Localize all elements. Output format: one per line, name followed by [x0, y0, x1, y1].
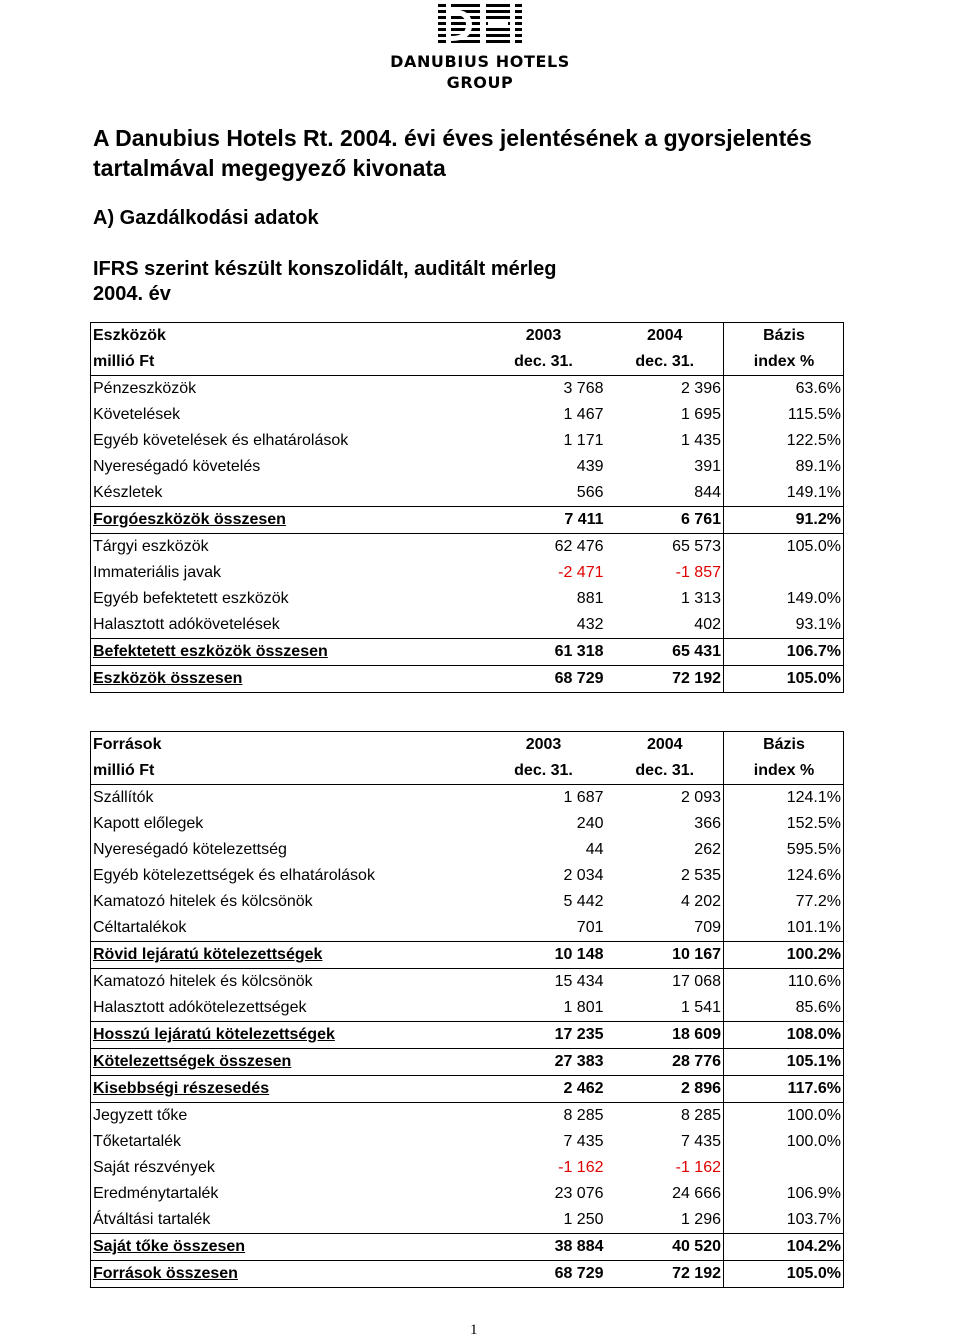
index-value: 89.1%: [724, 454, 844, 480]
index-value: 105.0%: [724, 534, 844, 561]
table-row: [91, 560, 844, 586]
report-subtitle-line2: 2004. év: [93, 283, 171, 305]
index-value: 124.1%: [724, 785, 844, 812]
index-value: 110.6%: [724, 969, 844, 996]
row-label: Nyereségadó követelés: [93, 458, 261, 475]
row-label: Kötelezettségek összesen: [91, 1049, 481, 1076]
value-2004: -1 162: [675, 1159, 721, 1176]
value-2003: 439: [576, 458, 604, 475]
liabilities-subheader-index: index %: [724, 758, 844, 785]
table-row: [91, 1022, 844, 1049]
value-2003: 7 411: [481, 507, 606, 534]
value-2003: 61 318: [481, 639, 606, 666]
value-2003: 566: [576, 484, 604, 501]
value-2004: 2 093: [606, 785, 724, 812]
value-2004: 40 520: [606, 1234, 724, 1261]
value-2004: -1 857: [675, 564, 721, 581]
index-value: 77.2%: [724, 889, 844, 915]
row-label: Kamatozó hitelek és kölcsönök: [93, 893, 313, 910]
index-value: [724, 1155, 844, 1181]
liabilities-header-index: Bázis: [724, 732, 844, 759]
row-label: Kamatozó hitelek és kölcsönök: [91, 969, 481, 996]
value-2004: 844: [694, 484, 721, 501]
table-row: [91, 995, 844, 1022]
index-value: 105.1%: [724, 1049, 844, 1076]
logo-text-line2: GROUP: [446, 73, 514, 92]
value-2004: 10 167: [606, 942, 724, 969]
index-value: 595.5%: [724, 837, 844, 863]
row-label: Egyéb befektetett eszközök: [93, 590, 289, 607]
value-2004: 402: [694, 616, 721, 633]
row-label: Tőketartalék: [93, 1133, 182, 1150]
index-value: 152.5%: [724, 811, 844, 837]
row-label: Szállítók: [91, 785, 481, 812]
table-row: [91, 915, 844, 942]
index-value: 100.0%: [724, 1103, 844, 1130]
value-2003: 240: [576, 815, 604, 832]
row-label: Saját részvények: [93, 1159, 215, 1176]
value-2003: 44: [585, 841, 604, 858]
assets-subheader-label: millió Ft: [93, 353, 155, 370]
table-row: [91, 1181, 844, 1207]
value-2004: 391: [694, 458, 721, 475]
row-label: Saját tőke összesen: [91, 1234, 481, 1261]
value-2003: 7 435: [563, 1133, 604, 1150]
value-2004: 4 202: [680, 893, 721, 910]
index-value: 115.5%: [724, 402, 844, 428]
table-row: [91, 1155, 844, 1181]
assets-subheader-index: index %: [724, 349, 844, 376]
row-label: Hosszú lejáratú kötelezettségek: [91, 1022, 481, 1049]
index-value: 108.0%: [724, 1022, 844, 1049]
table-row: [91, 811, 844, 837]
row-label: Nyereségadó kötelezettség: [93, 841, 287, 858]
index-value: 100.2%: [724, 942, 844, 969]
table-row: [91, 454, 844, 480]
value-2003: 23 076: [554, 1185, 604, 1202]
value-2003: 8 285: [481, 1103, 606, 1130]
assets-header-2004: 2004: [646, 327, 683, 344]
assets-header-label: Eszközök: [93, 327, 166, 344]
value-2004: 6 761: [606, 507, 724, 534]
table-row: [91, 480, 844, 507]
value-2004: 8 285: [606, 1103, 724, 1130]
company-logo: [358, 2, 602, 92]
index-value: 106.7%: [724, 639, 844, 666]
row-label: Rövid lejáratú kötelezettségek: [91, 942, 481, 969]
value-2004: 1 296: [680, 1211, 721, 1228]
index-value: 103.7%: [724, 1207, 844, 1234]
liabilities-subheader-row: [91, 758, 844, 785]
value-2003: 701: [576, 919, 604, 936]
value-2003: 1 171: [563, 432, 604, 449]
value-2004: 1 313: [680, 590, 721, 607]
liabilities-subheader-label: millió Ft: [93, 762, 155, 779]
row-label: Jegyzett tőke: [91, 1103, 481, 1130]
row-label: Halasztott adókövetelések: [93, 616, 280, 633]
assets-header-2003: 2003: [525, 327, 562, 344]
table-row: [91, 534, 844, 561]
row-label: Kapott előlegek: [93, 815, 204, 832]
table-row: [91, 1103, 844, 1130]
table-row: [91, 1261, 844, 1288]
table-row: [91, 863, 844, 889]
value-2004: 7 435: [680, 1133, 721, 1150]
value-2004: 72 192: [606, 1261, 724, 1288]
page-number: 1: [470, 1322, 478, 1338]
index-value: 101.1%: [724, 915, 844, 942]
liabilities-header-2004: 2004: [646, 736, 683, 753]
index-value: 124.6%: [724, 863, 844, 889]
value-2003: 1 250: [563, 1211, 604, 1228]
value-2003: 27 383: [481, 1049, 606, 1076]
value-2004: 17 068: [606, 969, 724, 996]
row-label: Tárgyi eszközök: [91, 534, 481, 561]
value-2003: -2 471: [558, 564, 604, 581]
value-2004: 1 695: [680, 406, 721, 423]
value-2004: 65 431: [606, 639, 724, 666]
index-value: 122.5%: [724, 428, 844, 454]
value-2004: 65 573: [606, 534, 724, 561]
section-heading: A) Gazdálkodási adatok: [93, 207, 319, 229]
value-2004: 366: [694, 815, 721, 832]
assets-subheader-2003: dec. 31.: [514, 353, 573, 370]
row-label: Forgóeszközök összesen: [91, 507, 481, 534]
value-2003: 38 884: [481, 1234, 606, 1261]
value-2003: 2 462: [481, 1076, 606, 1103]
index-value: 91.2%: [724, 507, 844, 534]
value-2003: 1 687: [481, 785, 606, 812]
row-label: Halasztott adókötelezettségek: [93, 999, 307, 1016]
index-value: 104.2%: [724, 1234, 844, 1261]
assets-header-row: [91, 323, 844, 350]
table-row: [91, 1234, 844, 1261]
value-2004: 2 535: [680, 867, 721, 884]
value-2004: 28 776: [606, 1049, 724, 1076]
value-2003: 68 729: [481, 1261, 606, 1288]
row-label: Készletek: [93, 484, 163, 501]
liabilities-header-row: [91, 732, 844, 759]
value-2003: 62 476: [481, 534, 606, 561]
table-row: [91, 507, 844, 534]
table-row: [91, 889, 844, 915]
liabilities-table-body: [91, 732, 844, 1288]
row-label: Eszközök összesen: [91, 666, 481, 693]
assets-header-index: Bázis: [724, 323, 844, 350]
assets-subheader-2004: dec. 31.: [635, 353, 695, 370]
value-2003: -1 162: [558, 1159, 604, 1176]
table-row: [91, 1049, 844, 1076]
value-2003: 432: [576, 616, 604, 633]
value-2004: 18 609: [606, 1022, 724, 1049]
liabilities-header-label: Források: [93, 736, 162, 753]
value-2003: 1 467: [563, 406, 604, 423]
row-label: Eredménytartalék: [93, 1185, 219, 1202]
assets-table: [90, 322, 844, 693]
assets-subheader-row: [91, 349, 844, 376]
value-2003: 1 801: [563, 999, 604, 1016]
row-label: Pénzeszközök: [91, 376, 481, 403]
value-2004: 1 435: [680, 432, 721, 449]
table-row: [91, 666, 844, 693]
index-value: 106.9%: [724, 1181, 844, 1207]
value-2004: 2 896: [606, 1076, 724, 1103]
index-value: 149.0%: [724, 586, 844, 612]
value-2004: 709: [694, 919, 721, 936]
table-row: [91, 376, 844, 403]
logo-text-line1: DANUBIUS HOTELS: [390, 52, 570, 71]
index-value: 93.1%: [724, 612, 844, 639]
assets-table-body: [91, 323, 844, 693]
table-row: [91, 639, 844, 666]
table-row: [91, 1129, 844, 1155]
row-label: Átváltási tartalék: [93, 1211, 211, 1228]
table-row: [91, 1076, 844, 1103]
index-value: 105.0%: [724, 666, 844, 693]
index-value: 105.0%: [724, 1261, 844, 1288]
row-label: Befektetett eszközök összesen: [91, 639, 481, 666]
value-2003: 2 034: [563, 867, 604, 884]
table-row: [91, 402, 844, 428]
row-label: Céltartalékok: [93, 919, 187, 936]
index-value: [724, 560, 844, 586]
liabilities-subheader-2004: dec. 31.: [635, 762, 695, 779]
table-row: [91, 428, 844, 454]
table-row: [91, 837, 844, 863]
value-2003: 5 442: [563, 893, 604, 910]
dh-logo-mark-icon: [436, 2, 524, 48]
table-row: [91, 612, 844, 639]
value-2004: 24 666: [672, 1185, 721, 1202]
value-2003: 10 148: [481, 942, 606, 969]
table-row: [91, 1207, 844, 1234]
row-label: Immateriális javak: [93, 564, 222, 581]
row-label: Kisebbségi részesedés: [91, 1076, 481, 1103]
index-value: 117.6%: [724, 1076, 844, 1103]
liabilities-table: [90, 731, 844, 1288]
liabilities-header-2003: 2003: [525, 736, 562, 753]
row-label: Források összesen: [91, 1261, 481, 1288]
value-2004: 72 192: [606, 666, 724, 693]
value-2003: 68 729: [481, 666, 606, 693]
table-row: [91, 586, 844, 612]
report-subtitle-line1: IFRS szerint készült konszolidált, auditált mérleg: [93, 258, 557, 280]
index-value: 149.1%: [724, 480, 844, 507]
value-2004: 262: [694, 841, 721, 858]
value-2003: 3 768: [481, 376, 606, 403]
row-label: Egyéb kötelezettségek és elhatárolások: [93, 867, 375, 884]
index-value: 100.0%: [724, 1129, 844, 1155]
liabilities-subheader-2003: dec. 31.: [514, 762, 573, 779]
row-label: Követelések: [93, 406, 181, 423]
table-row: [91, 969, 844, 996]
table-row: [91, 785, 844, 812]
index-value: 63.6%: [724, 376, 844, 403]
value-2003: 15 434: [481, 969, 606, 996]
value-2004: 1 541: [680, 999, 721, 1016]
value-2003: 881: [576, 590, 604, 607]
value-2004: 2 396: [606, 376, 724, 403]
value-2003: 17 235: [481, 1022, 606, 1049]
document-title-line2: tartalmával megegyező kivonata: [93, 155, 446, 181]
table-row: [91, 942, 844, 969]
index-value: 85.6%: [724, 995, 844, 1022]
document-title-line1: A Danubius Hotels Rt. 2004. évi éves jelentésének a gyorsjelentés: [93, 125, 812, 151]
row-label: Egyéb követelések és elhatárolások: [93, 432, 349, 449]
